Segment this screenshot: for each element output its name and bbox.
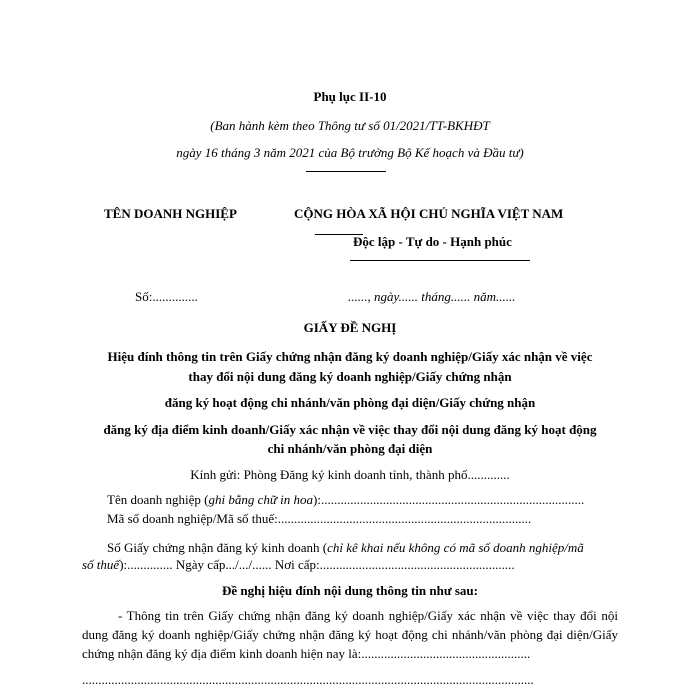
- tax-code-field: Mã số doanh nghiệp/Mã số thuế:..............................................................................: [107, 511, 532, 526]
- request-heading: Đề nghị hiệu đính nội dung thông tin như sau:: [222, 583, 478, 598]
- country-name: CỘNG HÒA XÃ HỘI CHỦ NGHĨA VIỆT NAM: [294, 206, 564, 221]
- blank-dots-line: ...........................................................................................................................................: [82, 672, 534, 687]
- appendix-label: Phụ lục II-10: [313, 89, 387, 104]
- company-name-dots: ):.................................................................................: [313, 492, 585, 507]
- company-name-label: Tên doanh nghiệp (: [107, 492, 209, 507]
- document-date: ......, ngày...... tháng...... năm......: [348, 289, 516, 304]
- certificate-field-line-1: [107, 540, 584, 556]
- title-line-4: đăng ký địa điểm kinh doanh/Giấy xác nhận về việc thay đổi nội dung đăng ký hoạt động: [103, 422, 597, 437]
- certificate-label: Số Giấy chứng nhận đăng ký kinh doanh (: [107, 540, 328, 555]
- company-name-heading: TÊN DOANH NGHIỆP: [104, 206, 237, 221]
- title-line-5: chi nhánh/văn phòng đại diện: [267, 441, 433, 456]
- request-body-paragraph: - Thông tin trên Giấy chứng nhận đăng ký doanh nghiệp/Giấy xác nhận về việc thay đổi nội dung đăng ký doanh nghiệp/Giấy chứng nhận đăng ký hoạt động chi nhánh/văn phòng đại diện/Giấy chứng nhận đăng ký địa điểm kinh doanh hiện nay là:....................................................: [82, 608, 618, 661]
- certificate-note: chỉ kê khai nếu không có mã số doanh nghiệp/mã: [327, 540, 584, 555]
- title-line-2: thay đổi nội dung đăng ký doanh nghiệp/Giấy chứng nhận: [188, 369, 512, 384]
- company-name-field: [107, 492, 584, 508]
- document-number: Số:..............: [135, 289, 198, 304]
- certificate-field-line-2: [82, 557, 515, 573]
- title-line-1: Hiệu đính thông tin trên Giấy chứng nhận đăng ký doanh nghiệp/Giấy xác nhận về việc: [107, 349, 593, 364]
- issued-line-2: ngày 16 tháng 3 năm 2021 của Bộ trưởng Bộ Kế hoạch và Đầu tư): [176, 145, 524, 160]
- recipient-line: Kính gửi: Phòng Đăng ký kinh doanh tỉnh, thành phố.............: [190, 467, 510, 482]
- issued-line-1: (Ban hành kèm theo Thông tư số 01/2021/TT-BKHĐT: [210, 118, 490, 133]
- certificate-note-2: số thuế: [82, 557, 120, 572]
- certificate-date-place: ):.............. Ngày cấp.../.../...... Nơi cấp:............................................................: [119, 557, 515, 572]
- document-title: GIẤY ĐỀ NGHỊ: [303, 320, 397, 335]
- header-divider: [306, 171, 386, 172]
- title-line-3: đăng ký hoạt động chi nhánh/văn phòng đại diện/Giấy chứng nhận: [164, 395, 536, 410]
- national-motto: Độc lập - Tự do - Hạnh phúc: [353, 234, 512, 249]
- motto-underline: [350, 260, 530, 261]
- company-name-note: ghi bằng chữ in hoa: [208, 492, 314, 507]
